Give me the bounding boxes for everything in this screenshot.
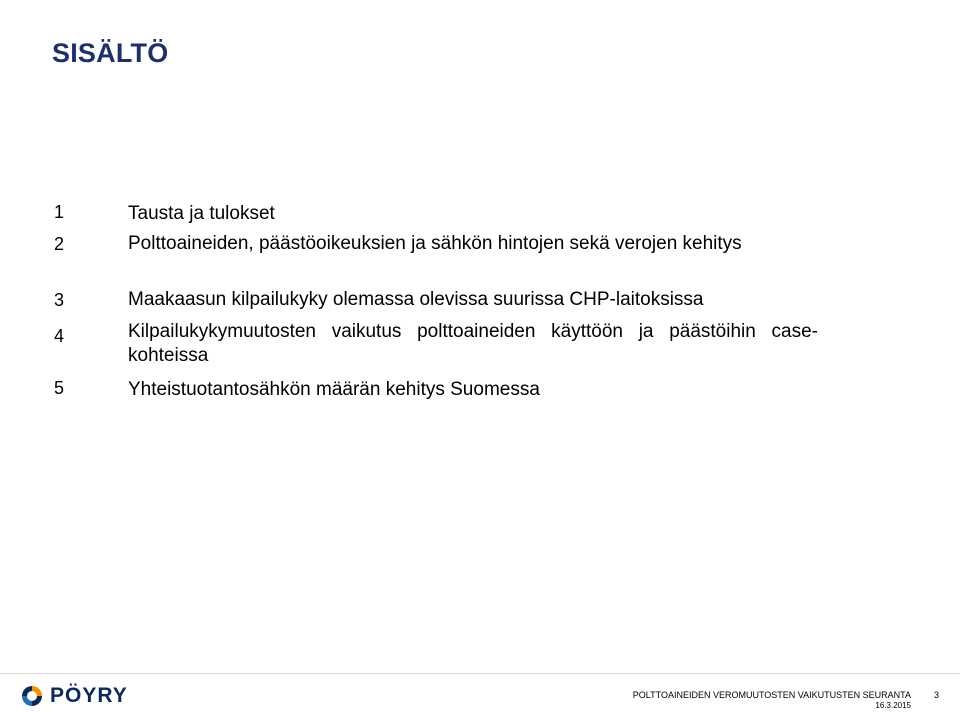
toc-text: Yhteistuotantosähkön määrän kehitys Suomessa [128,379,540,400]
page-number: 3 [933,690,939,700]
toc-number: 2 [54,234,65,254]
toc-number: 1 [54,202,65,222]
toc-text: Maakaasun kilpailukyky olemassa olevissa suurissa CHP-laitoksissa [128,289,704,310]
toc-number: 4 [54,326,65,346]
poyry-logo-text: PÖYRY [50,684,128,707]
footer-divider [0,673,960,674]
poyry-logo [20,684,128,708]
toc-text: Tausta ja tulokset [128,203,275,224]
toc-number: 3 [54,290,65,310]
toc-number: 5 [54,378,65,398]
slide-title: SISÄLTÖ [52,38,169,68]
footer-report-title: POLTTOAINEIDEN VEROMUUTOSTEN VAIKUTUSTEN SEURANTA [632,690,911,700]
poyry-logo-icon [20,684,44,708]
footer-date: 16.3.2015 [875,701,911,710]
toc-text: Kilpailukykymuutosten vaikutus polttoaineiden käyttöön ja päästöihin case-kohteissa [128,321,818,366]
toc-text: Polttoaineiden, päästöoikeuksien ja sähkön hintojen sekä verojen kehitys [128,233,742,254]
